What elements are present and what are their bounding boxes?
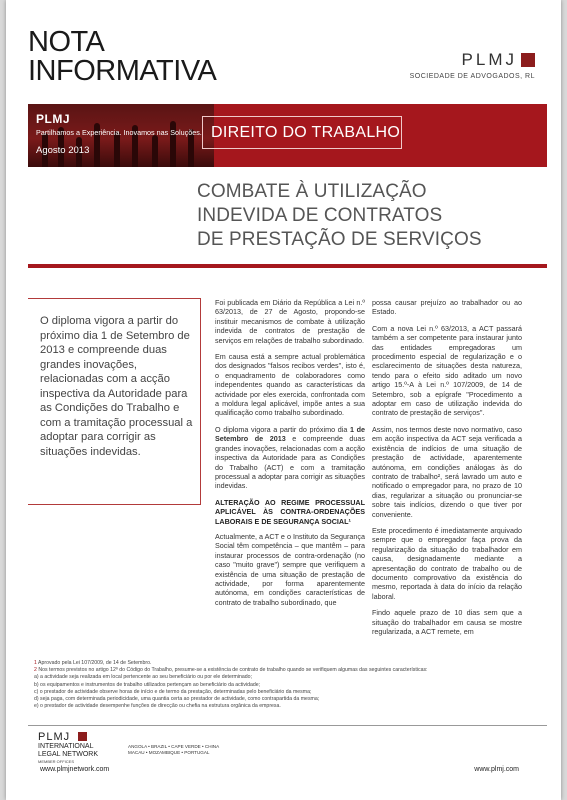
firm-logo: [410, 50, 535, 80]
network-countries: [128, 744, 219, 756]
footnote: 2 Nos termos previstos no artigo 12º do Código do Trabalho, presume-se a existência de contrato de trabalho quando se verifiquem algumas das seguintes características:: [34, 667, 428, 674]
divider-rule: [28, 264, 547, 268]
section-banner: [28, 104, 547, 167]
col2-paragraph-3: Assim, nos termos deste novo normativo, caso em acção inspectiva da ACT seja verificada a existência de indícios de uma situação de prestação de actividade, aparentemente autónoma, em condições análogas às do contrato de trabalho², será lavrado um auto e notificado o empregador para, no prazo de 10 dias, regularizar a situação ou pronunciar-se sobre tais indícios, dizendo o que tiver por conveniente.: [372, 424, 522, 519]
col2-paragraph-5: Findo aquele prazo de 10 dias sem que a situação do trabalhador em causa se mostre regularizada, a ACT remete, em: [372, 608, 522, 636]
network-logo-word: PLMJ: [38, 731, 71, 743]
countries-line-2: MACAU • MOZAMBIQUE • PORTUGAL: [128, 750, 210, 755]
publication-title: [28, 28, 216, 86]
col2-paragraph-2: Com a nova Lei n.º 63/2013, a ACT passará também a ser competente para instaurar junto das entidades empregadoras um procedimento especial de regularização e o esclarecimento de situações desta natureza, tendo para o efeito sido aditado um novo artigo 15.º-A à Lei n.º 107/2009, de 14 de Setembro, sob a epígrafe "Procedimento a adoptar em caso de utilização indevida do contrato de prestação de serviços".: [372, 323, 522, 418]
network-logo-line-2: LEGAL NETWORK: [38, 751, 99, 758]
footnote: b) os equipamentos e instrumentos de trabalho utilizados pertençam ao beneficiário da actividade;: [34, 681, 261, 688]
col1-paragraph-4: Actualmente, a ACT e o Instituto da Segurança Social têm competência – que mantêm – para instaurar processos de contra-ordenação (no caso "muito grave") sempre que verifiquem a existência de uma situação de prestação de actividade, por forma aparentemente autónoma, em condições características de contrato de trabalho subordinado, que: [215, 531, 365, 607]
banner-tagline: Partilhamos a Experiência. Inovamos nas Soluções.: [36, 128, 202, 137]
document-page: [6, 0, 561, 800]
col1-paragraph-3: O diploma vigora a partir do próximo dia 1 de Setembro de 2013 e compreende duas grandes inovações, relacionadas com a acção inspectiva da Autoridade para as Condições do Trabalho (ACT) e com a tramitação processual a adoptar para corrigir as situações indevidas.: [215, 424, 365, 491]
network-logo-square-icon: [78, 732, 87, 741]
logo-subtitle: SOCIEDADE DE ADVOGADOS, RL: [409, 73, 535, 80]
title-line-1: NOTA: [28, 26, 105, 58]
footnote: e) o prestador de actividade desempenhe funções de direcção ou chefia na estrutura orgânica da empresa.: [34, 703, 281, 710]
article-headline: [197, 180, 482, 252]
headline-line-3: DE PRESTAÇÃO DE SERVIÇOS: [197, 229, 482, 250]
network-logo-line-1: INTERNATIONAL: [38, 743, 94, 750]
headline-line-1: COMBATE À UTILIZAÇÃO: [197, 181, 427, 202]
firm-url-link[interactable]: www.plmj.com: [474, 766, 519, 773]
network-logo-members: MEMBER OFFICES: [38, 759, 75, 764]
countries-line-1: ANGOLA • BRAZIL • CAPE VERDE • CHINA: [128, 744, 220, 749]
footnote: a) a actividade seja realizada em local pertencente ao seu beneficiário ou por ele determinado;: [34, 674, 253, 681]
footnote: c) o prestador de actividade observe horas de início e de termo da prestação, determinadas pelo beneficiário da mesma;: [34, 688, 312, 695]
network-url-link[interactable]: www.plmjnetwork.com: [40, 766, 110, 773]
footnotes: [34, 660, 534, 710]
headline-line-2: INDEVIDA DE CONTRATOS: [197, 205, 443, 226]
body-column-2: [372, 298, 522, 643]
footnote: d) seja paga, com determinada periodicidade, uma quantia certa ao prestador de actividade, como contrapartida da mesma;: [34, 696, 320, 703]
title-line-2: INFORMATIVA: [28, 55, 217, 87]
footnote: 1 Aprovado pela Lei 107/2009, de 14 de Setembro.: [34, 660, 152, 666]
col1-section-heading: ALTERAÇÃO AO REGIME PROCESSUAL APLICÁVEL ÀS CONTRA-ORDENAÇÕES LABORAIS E DE SEGURANÇA SOCIAL¹: [215, 497, 365, 526]
banner-photo: [28, 104, 214, 167]
banner-text: [36, 112, 202, 156]
col2-paragraph-1: possa causar prejuízo ao trabalhador ou ao Estado.: [372, 298, 522, 317]
banner-brand: PLMJ: [36, 112, 71, 126]
logo-word: PLMJ: [461, 50, 517, 69]
body-column-1: [215, 298, 365, 614]
logo-square-icon: [521, 53, 535, 67]
lead-paragraph: O diploma vigora a partir do próximo dia 1 de Setembro de 2013 e compreende duas grandes inovações, relacionadas com a acção inspectiva da Autoridade para as Condições do Trabalho e com a tramitação processual a adoptar para corrigir as situações indevidas.: [40, 315, 193, 458]
footer-rule: [28, 725, 547, 726]
col1-paragraph-2: Em causa está a sempre actual problemática dos designados "falsos recibos verdes", isto é, o enquadramento de colaboradores como independentes quando as características da actividade por eles exercida, confrontada com a moldura legal aplicável, impõe antes a sua qualificação como trabalho subordinado.: [215, 352, 365, 418]
section-label: DIREITO DO TRABALHO: [202, 116, 402, 149]
col1-paragraph-1: Foi publicada em Diário da República a Lei n.º 63/2013, de 27 de Agosto, propondo-se instituir mecanismos de combate à utilização indevida de contratos de prestação de serviços em relações de trabalho subordinado.: [215, 298, 365, 345]
col2-paragraph-4: Este procedimento é imediatamente arquivado sempre que o empregador faça prova da regularização da situação do trabalhador em causa, designadamente mediante a apresentação do contrato de trabalho ou de documento comprovativo da existência do mesmo, reportada à data do início da relação laboral.: [372, 525, 522, 601]
banner-date: Agosto 2013: [36, 145, 90, 156]
